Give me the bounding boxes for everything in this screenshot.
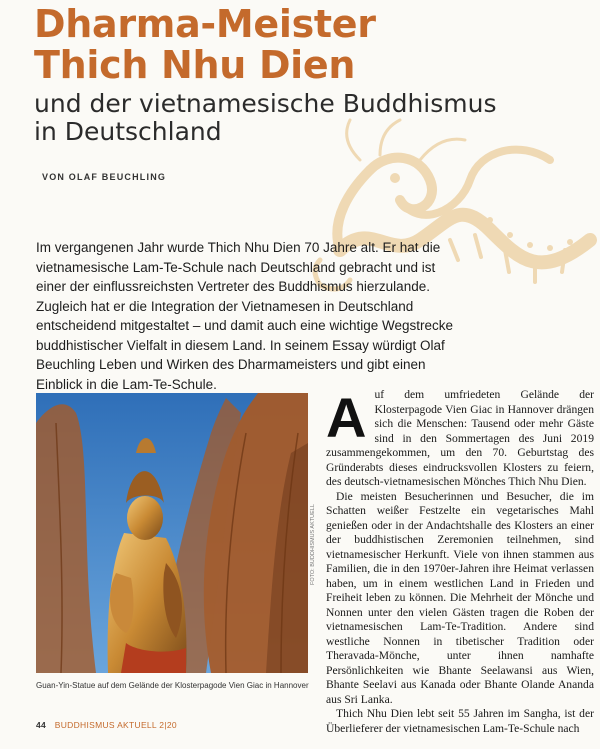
subtitle-line-2: in Deutschland — [34, 117, 222, 146]
article-title — [34, 4, 376, 86]
article-subtitle — [34, 90, 497, 146]
title-line-2: Thich Nhu Dien — [34, 43, 356, 87]
article-body — [326, 388, 594, 736]
statue-photo — [36, 393, 308, 673]
article-paragraph-3: Thich Nhu Dien lebt seit 55 Jahren im Sangha, ist der Überlieferer der vietnamesischen Lam-Te-Schule nach — [326, 707, 594, 735]
page-footer — [36, 720, 177, 730]
subtitle-line-1: und der vietnamesische Buddhismus — [34, 89, 497, 118]
drop-cap: A — [326, 386, 367, 449]
statue-photo-graphic — [36, 393, 308, 673]
photo-credit: FOTO: BUDDHISMUS AKTUELL — [310, 504, 316, 585]
page-number: 44 — [36, 720, 47, 730]
article-paragraph-1 — [326, 388, 594, 490]
byline: VON OLAF BEUCHLING — [42, 172, 167, 182]
intro-text: Im vergangenen Jahr wurde Thich Nhu Dien 70 Jahre alt. Er hat die vietnamesische Lam-Te-Schule nach Deutschland gebracht und ist einer der einflussreichsten Vertreter des Buddhismus hierzulande. Zugleich hat er die Integration der Vietnamesen in Deutschland entscheidend mitgestaltet – und damit auch eine wichtige Wegstrecke buddhistischer Vielfalt in diesem Land. In seinem Essay würdigt Olaf Beuchling Leben und Wirken des Dharmameisters und gibt einen Einblick in die Lam-Te-Schule. — [36, 240, 453, 392]
magazine-name: BUDDHISMUS AKTUELL 2|20 — [54, 720, 177, 730]
paragraph-1-text: uf dem umfriedeten Gelände der Klosterpagode Vien Giac in Hannover drängen sich die Menschen: Tausend oder mehr Gäste sind in den Sommertagen des Juni 2019 zusammengekommen, um den 70. Geburtstag des Gründerabts dieses eindrucksvollen Klosters zu feiern, des deutsch-vietnamesischen Mönches Thich Nhu Dien. — [326, 388, 594, 488]
photo-caption: Guan-Yin-Statue auf dem Gelände der Klosterpagode Vien Giac in Hannover — [36, 681, 309, 690]
article-paragraph-2: Die meisten Besucherinnen und Besucher, die im Schatten weißer Festzelte ein vegetarisches Mahl genießen oder in der Andachtshalle des Klosters an einer der buddhistischen Zeremonien teilnehmen, sind vietnamesischer Herkunft. Viele von ihnen stammen aus Familien, die in den 1970er-Jahren ihre Heimat verlassen haben, um in einem westlichen Land in Frieden und Freiheit leben zu können. Die Mehrheit der Mönche und Nonnen unter den vielen Gästen tragen die Roben der vietnamesischen Lam-Te-Tradition. Andere sind westliche Nonnen in tibetischer Tradition oder Theravada-Mönche, unter ihnen namhafte Persönlichkeiten wie Bhante Seelawansi aus Wien, Bhante Seelavi aus Kanada oder Bhante Olande Ananda aus Sri Lanka. — [326, 489, 594, 706]
title-line-1: Dharma-Meister — [34, 2, 376, 46]
